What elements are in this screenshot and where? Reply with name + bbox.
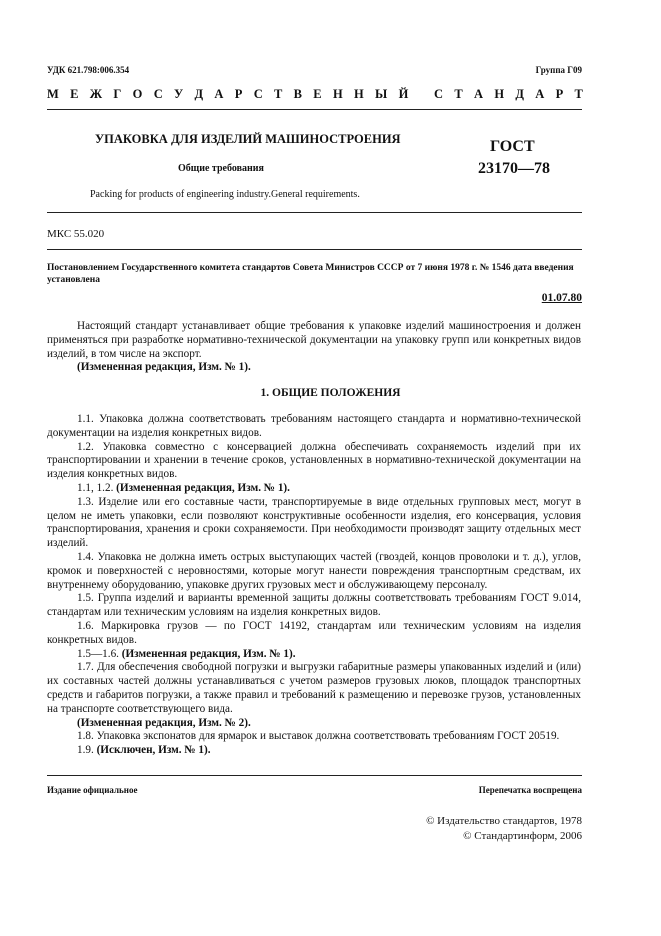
- intro-edit-note: (Измененная редакция, Изм. № 1).: [77, 361, 251, 374]
- interstate-letter: Н: [332, 87, 343, 101]
- introduction-date: 01.07.80: [541, 292, 582, 304]
- clause-1-5-1-6-note: 1.5—1.6. (Измененная редакция, Изм. № 1).: [77, 647, 296, 660]
- decree-text: Постановлением Государственного комитета стандартов Совета Министров СССР от 7 июня 1978 г. № 1546 дата введения установлена: [47, 263, 574, 285]
- interstate-letter: В: [293, 87, 302, 101]
- footer-rule: [47, 775, 582, 776]
- document-title: УПАКОВКА ДЛЯ ИЗДЕЛИЙ МАШИНОСТРОЕНИЯ: [95, 132, 401, 146]
- clause-1-7: 1.7. Для обеспечения свободной погрузки и выгрузки габаритные размеры упакованных изделий и (или) их составных частей должны устанавливаться с учетом размеров грузовых люков, площадок транспортных средств и габаритов погрузки, а также правил и требований к размещению и перевозке грузов, установленных на транспорте соответствующего вида.: [47, 661, 581, 715]
- interstate-letter: Д: [515, 87, 524, 101]
- section-body: [47, 413, 581, 758]
- group-code: Группа Г09: [535, 65, 582, 75]
- interstate-letter: Е: [313, 87, 322, 101]
- intro-block: [47, 320, 581, 375]
- english-title: Packing for products of engineering industry.General requirements.: [90, 189, 360, 200]
- clause-1-1-1-2-note: 1.1, 1.2. (Измененная редакция, Изм. № 1).: [77, 481, 290, 494]
- interstate-letter: Й: [398, 87, 409, 101]
- clause-1-6: 1.6. Маркировка грузов — по ГОСТ 14192, стандартам или техническим условиям на изделия конкретных видов.: [47, 619, 581, 646]
- copyright-2006: © Стандартинформ, 2006: [463, 830, 582, 842]
- interstate-letter: Т: [274, 87, 283, 101]
- interstate-letter: Д: [194, 87, 204, 101]
- interstate-letter: С: [153, 87, 163, 101]
- interstate-letter: Т: [574, 87, 583, 101]
- title-rule: [47, 212, 582, 213]
- gost-number: 23170—78: [478, 160, 550, 177]
- interstate-letter: Г: [113, 87, 122, 101]
- mks-rule: [47, 249, 582, 250]
- clause-1-7-note: (Измененная редакция, Изм. № 2).: [77, 716, 251, 729]
- interstate-letter: А: [535, 87, 545, 101]
- interstate-letter: Р: [555, 87, 564, 101]
- section-heading: 1. ОБЩИЕ ПОЛОЖЕНИЯ: [260, 387, 401, 399]
- top-rule: [47, 109, 582, 110]
- interstate-letter: Ы: [375, 87, 388, 101]
- interstate-letter: М: [47, 87, 59, 101]
- clause-1-5: 1.5. Группа изделий и варианты временной защиты должны соответствовать требованиям ГОСТ 9.014, стандартам или техническим условиям на изделия конкретных видов.: [47, 592, 581, 619]
- interstate-letter: Т: [454, 87, 463, 101]
- interstate-letter: Н: [494, 87, 505, 101]
- intro-paragraph: Настоящий стандарт устанавливает общие требования к упаковке изделий машиностроения и должен применяться при разработке нормативно-технической документации на упаковку групп или конкретных видов изделий, в том числе на экспорт.: [47, 320, 581, 360]
- interstate-letter: О: [132, 87, 143, 101]
- interstate-letter: С: [434, 87, 444, 101]
- copyright-1978: © Издательство стандартов, 1978: [426, 815, 582, 827]
- interstate-letter: У: [174, 87, 184, 101]
- clause-1-8: 1.8. Упаковка экспонатов для ярмарок и выставок должна соответствовать требованиям ГОСТ 20519.: [77, 730, 560, 743]
- interstate-letter: Р: [234, 87, 243, 101]
- official-edition: Издание официальное: [47, 785, 138, 795]
- interstate-letter: Е: [70, 87, 79, 101]
- interstate-letter: Ж: [89, 87, 103, 101]
- interstate-letter: [420, 87, 423, 102]
- reprint-prohibited: Перепечатка воспрещена: [478, 785, 582, 795]
- interstate-standard-heading: [47, 87, 583, 102]
- clause-1-9: 1.9. (Исключен, Изм. № 1).: [77, 744, 211, 757]
- gost-label: ГОСТ: [490, 138, 535, 155]
- mks-code: МКС 55.020: [47, 228, 105, 240]
- interstate-letter: Н: [353, 87, 364, 101]
- udk-code: УДК 621.798:006.354: [47, 65, 130, 75]
- clause-1-1: 1.1. Упаковка должна соответствовать требованиям настоящего стандарта и нормативно-технической документации на изделия конкретных видов.: [47, 413, 581, 439]
- interstate-letter: С: [253, 87, 263, 101]
- document-subtitle: Общие требования: [178, 163, 264, 174]
- clause-1-2: 1.2. Упаковка совместно с консервацией должна обеспечивать сохраняемость изделий при их транспортировании и хранении в течение сроков, установленных в нормативно-технической документации на изделия конкретных видов.: [47, 440, 581, 481]
- interstate-letter: А: [214, 87, 224, 101]
- clause-1-3: 1.3. Изделие или его составные части, транспортируемые в виде отдельных групповых мест, могут в целом не иметь упаковки, если позволяют конструктивные особенности изделия, его консервация, условия транспортирования, хранения и сроки сохраняемости. При необходимости производят защиту отдельных мест изделий.: [47, 495, 581, 550]
- interstate-letter: А: [474, 87, 484, 101]
- clause-1-4: 1.4. Упаковка не должна иметь острых выступающих частей (гвоздей, концов проволоки и т. д.), углов, кромок и поверхностей с неровностями, которые могут нанести повреждения транспортным средствам, их внутреннему оборудованию, упаковке других грузовых мест и обслуживающему персоналу.: [47, 550, 581, 591]
